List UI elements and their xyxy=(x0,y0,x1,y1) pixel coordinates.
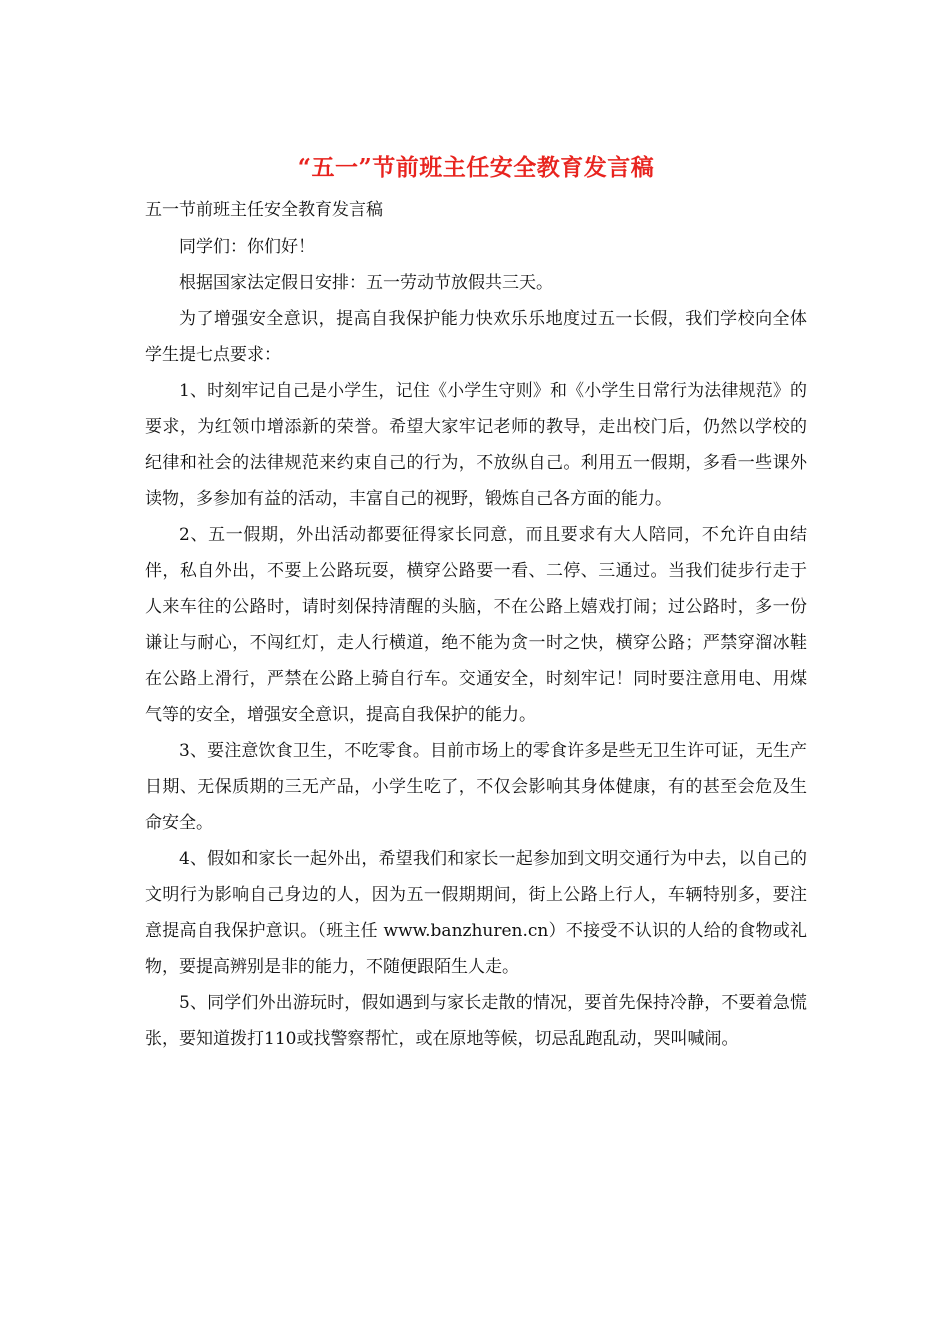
requirement-2-paragraph: 2、五一假期，外出活动都要征得家长同意，而且要求有大人陪同，不允许自由结伴，私自外出，不要上公路玩耍，横穿公路要一看、二停、三通过。当我们徒步行走于人来车往的公路时，请时刻保持清醒的头脑，不在公路上嬉戏打闹；过公路时，多一份谦让与耐心，不闯红灯，走人行横道，绝不能为贪一时之快，横穿公路；严禁穿溜冰鞋在公路上滑行，严禁在公路上骑自行车。交通安全，时刻牢记！同时要注意用电、用煤气等的安全，增强安全意识，提高自我保护的能力。 xyxy=(145,525,807,725)
requirement-1-paragraph: 1、时刻牢记自己是小学生，记住《小学生守则》和《小学生日常行为法律规范》的要求，为红领巾增添新的荣誉。希望大家牢记老师的教导，走出校门后，仍然以学校的纪律和社会的法律规范来约束自己的行为，不放纵自己。利用五一假期，多看一些课外读物，多参加有益的活动，丰富自己的视野，锻炼自己各方面的能力。 xyxy=(145,381,807,509)
document-subtitle: 五一节前班主任安全教育发言稿 xyxy=(145,200,383,220)
document-page xyxy=(145,148,807,1057)
requirement-4-paragraph: 4、假如和家长一起外出，希望我们和家长一起参加到文明交通行为中去，以自己的文明行为影响自己身边的人，因为五一假期期间，街上公路上行人，车辆特别多，要注意提高自我保护意识。（班主任 www.banzhuren.cn）不接受不认识的人给的食物或礼物，要提高辨别是非的能力，不随便跟陌生人走。 xyxy=(145,849,807,977)
document-title: “五一”节前班主任安全教育发言稿 xyxy=(297,154,655,181)
requirement-3-paragraph: 3、要注意饮食卫生，不吃零食。目前市场上的零食许多是些无卫生许可证，无生产日期、无保质期的三无产品，小学生吃了，不仅会影响其身体健康，有的甚至会危及生命安全。 xyxy=(145,741,807,833)
requirement-5-paragraph: 5、同学们外出游玩时，假如遇到与家长走散的情况，要首先保持冷静，不要着急慌张，要知道拨打110或找警察帮忙，或在原地等候，切忌乱跑乱动，哭叫喊闹。 xyxy=(145,993,807,1049)
greeting-paragraph: 同学们：你们好！ xyxy=(179,237,315,257)
intro-paragraph: 为了增强安全意识，提高自我保护能力快欢乐乐地度过五一长假，我们学校向全体学生提七点要求： xyxy=(145,309,807,365)
holiday-schedule-paragraph: 根据国家法定假日安排：五一劳动节放假共三天。 xyxy=(179,273,553,293)
